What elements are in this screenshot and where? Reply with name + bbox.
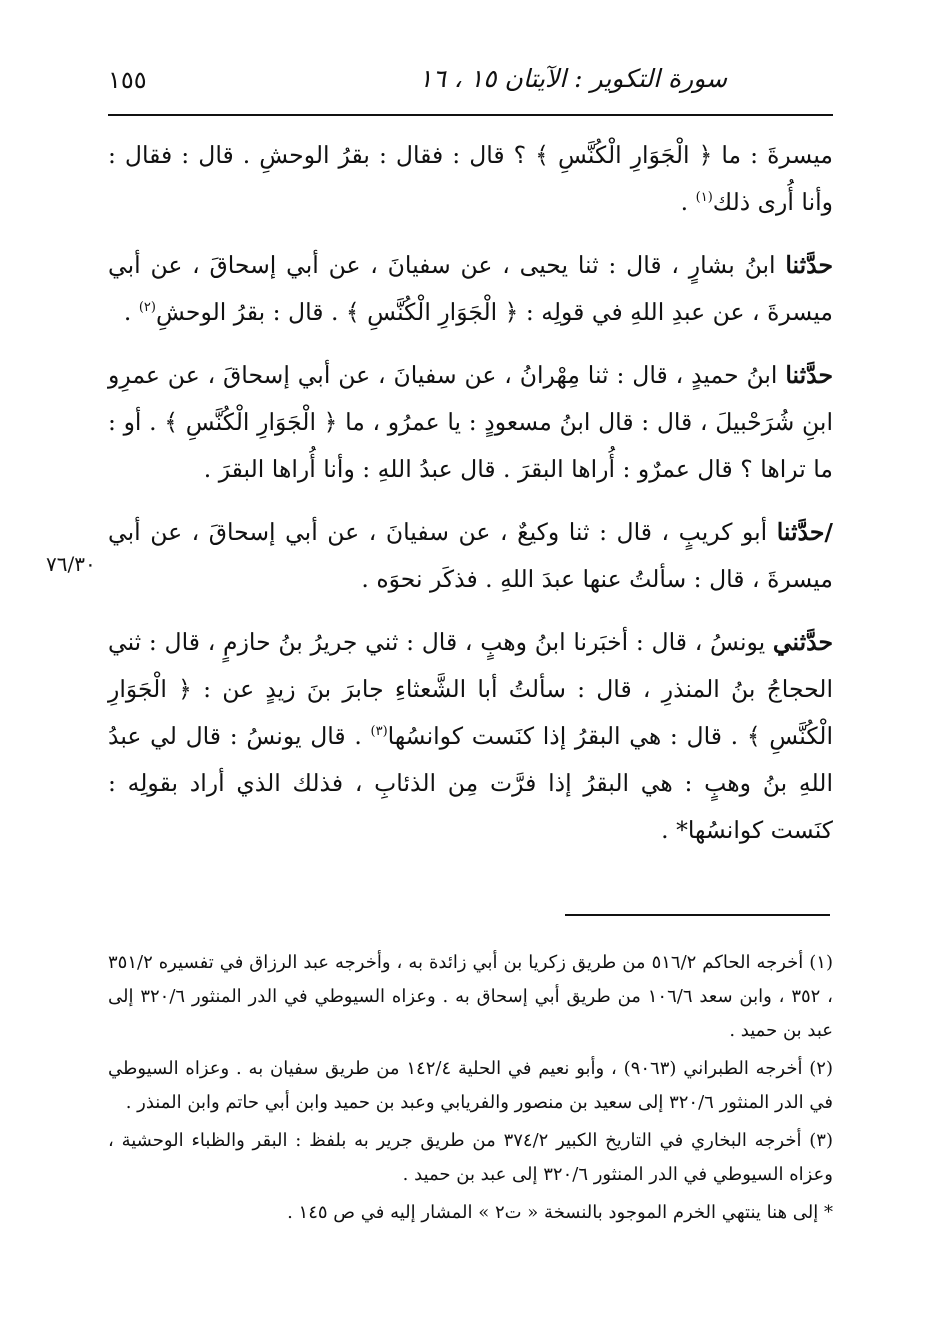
footnote-marker: (٣) xyxy=(370,724,388,740)
paragraph xyxy=(108,619,833,854)
footnote-marker: (٢) xyxy=(138,300,156,316)
paragraph-text: ميسرةَ : ما ﴿ الْجَوَارِ الْكُنَّسِ ﴾ ؟ قال : فقال : بقرُ الوحشِ . قال : فقال : وأنا أُرى ذلك xyxy=(108,141,833,216)
footnote: (١) أخرجه الحاكم ٥١٦/٢ من طريق زكريا بن أبي زائدة به ، وأخرجه عبد الرزاق في تفسيره ٣٥١/٢ ، ٣٥٢ ، وابن سعد ١٠٦/٦ من طريق أبي إسحاق به . وعزاه السيوطي في الدر المنثور ٣٢٠/٦ إلى عبد بن حميد . xyxy=(108,952,833,1041)
paragraph-text: أبو كريبٍ ، قال : ثنا وكيعٌ ، عن سفيانَ ، عن أبي إسحاقَ ، عن أبي ميسرةَ ، قال : سألتُ عنها عبدَ اللهِ . فذكَر نحوَه . xyxy=(108,518,833,593)
paragraph xyxy=(108,352,833,493)
header-rule xyxy=(108,114,833,116)
running-head xyxy=(108,60,833,104)
paragraph-text: ابنُ بشارٍ ، قال : ثنا يحيى ، عن سفيانَ ، عن أبي إسحاقَ ، عن أبي ميسرةَ ، عن عبدِ اللهِ في قولِه : ﴿ الْجَوَارِ الْكُنَّسِ ﴾ . قال : بقرُ الوحشِ xyxy=(108,251,833,326)
paragraph-lead: /حدَّثنا xyxy=(776,518,833,546)
paragraph-lead: حدَّثني xyxy=(772,628,833,656)
paragraph xyxy=(108,132,833,226)
footnote-rule xyxy=(565,914,830,916)
page-number: ١٥٥ xyxy=(108,66,147,94)
paragraph-lead: حدَّثنا xyxy=(785,361,833,389)
paragraph xyxy=(108,242,833,336)
main-text xyxy=(108,132,833,870)
paragraph xyxy=(108,509,833,603)
footnote-marker: (١) xyxy=(695,190,713,206)
paragraph-end: . xyxy=(123,298,139,326)
footnotes xyxy=(108,946,833,1234)
footnote: (٢) أخرجه الطبراني (٩٠٦٣) ، وأبو نعيم في الحلية ١٤٢/٤ من طريق سفيان به . وعزاه السيوطي في الدر المنثور ٣٢٠/٦ إلى سعيد بن منصور والفريابي وعبد بن حميد وابن أبي حاتم وابن المنذر . xyxy=(108,1058,833,1113)
paragraph-end: . xyxy=(680,188,696,216)
paragraph-text: ابنُ حميدٍ ، قال : ثنا مِهْرانُ ، عن سفيانَ ، عن أبي إسحاقَ ، عن عمرِو ابنِ شُرَحْبيلَ ، قال : قال ابنُ مسعودٍ : يا عمرُو ، ما ﴿ الْجَوَارِ الْكُنَّسِ ﴾ . أو : ما تراها ؟ قال عمرٌو : أُراها البقرَ . قال عبدُ اللهِ : وأنا أُراها البقرَ . xyxy=(108,361,833,483)
paragraph-text: يونسُ ، قال : أخبَرنا ابنُ وهبٍ ، قال : ثني جريرُ بنُ حازمٍ ، قال : ثني الحجاجُ بنُ المنذرِ ، قال : سألتُ أبا الشَّعثاءِ جابرَ بنَ زيدٍ عن : ﴿ الْجَوَارِ الْكُنَّسِ ﴾ . قال : هي البقرُ إذا كنَست كوانسُها xyxy=(108,628,833,750)
footnote: (٣) أخرجه البخاري في التاريخ الكبير ٣٧٤/٢ من طريق جرير به بلفظ : البقر والظباء الوحشية ، وعزاه السيوطي في الدر المنثور ٣٢٠/٦ إلى عبد بن حميد . xyxy=(108,1130,833,1185)
footnote: * إلى هنا ينتهي الخرم الموجود بالنسخة « ت٢ » المشار إليه في ص ١٤٥ . xyxy=(287,1202,833,1223)
running-head-title: سورة التكوير : الآيتان ١٥ ، ١٦ xyxy=(418,64,728,93)
margin-reference: ٧٦/٣٠ xyxy=(46,552,96,576)
paragraph-lead: حدَّثنا xyxy=(785,251,833,279)
paragraph-end: . قال يونسُ : قال لي عبدُ اللهِ بنُ وهبٍ : هي البقرُ إذا فرَّت مِن الذئابِ ، فذلك الذي أراد بقولِه : كنَست كوانسُها* . xyxy=(108,722,833,844)
